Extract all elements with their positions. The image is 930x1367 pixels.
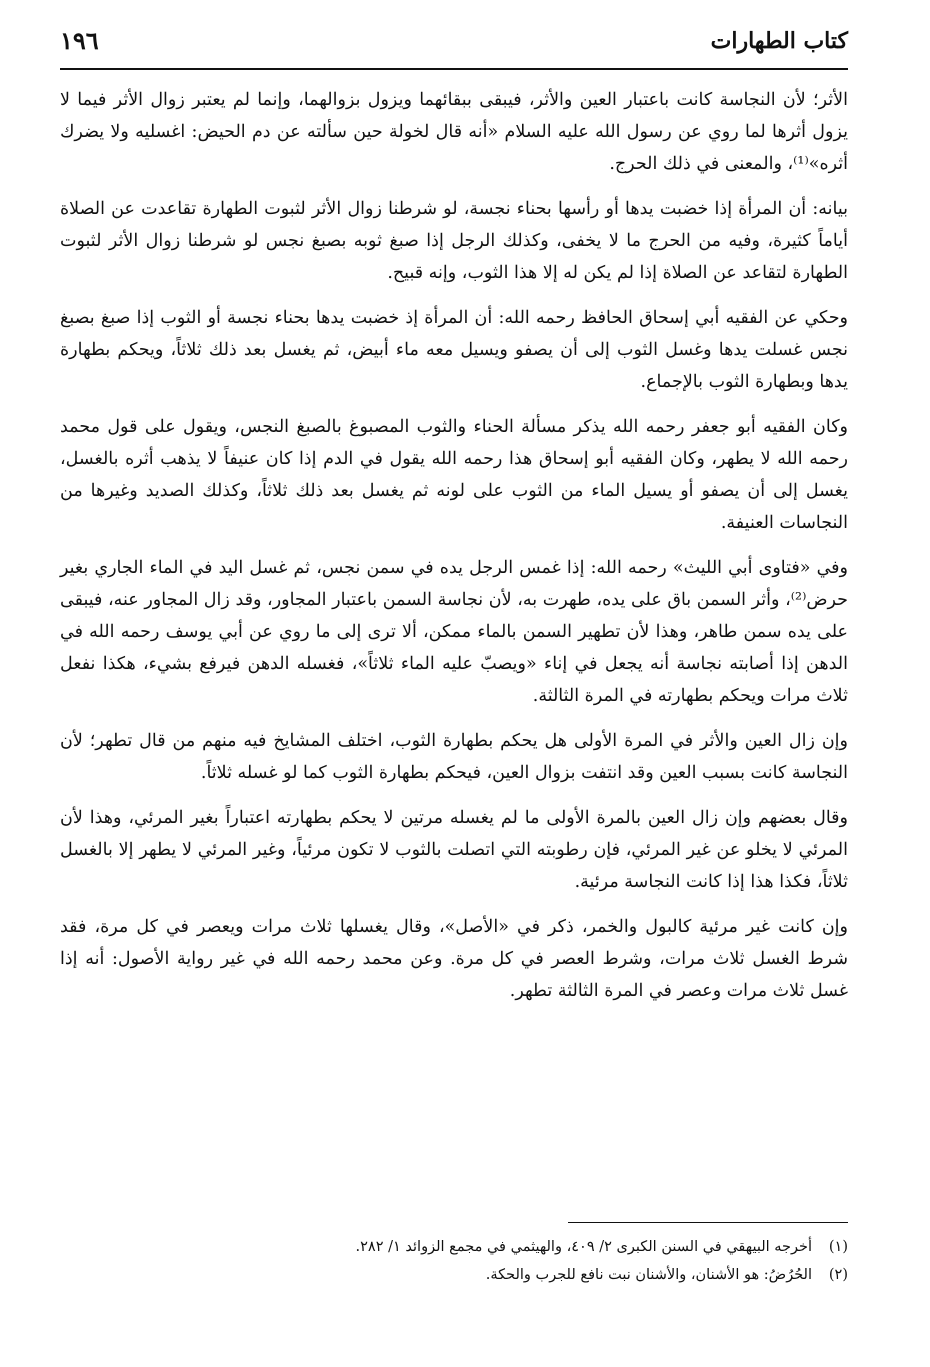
footnote-number: (٢) [828,1267,848,1283]
paragraph: وقال بعضهم وإن زال العين بالمرة الأولى ما لم يغسله مرتين لا يحكم بطهارته اعتباراً بغير المرئي، وهذا لأن المرئي لا يخلو عن غير المرئي، فإن رطوبته التي اتصلت بالثوب لا تكون مرئياً، وغير المرئي لا يطهر إلا بالغسل ثلاثاً، فكذا هذا إذا كانت النجاسة مرئية. [60,808,848,892]
footnote-divider [568,1222,848,1223]
footnote-text: الحُرُضُ: هو الأشنان، والأشنان نبت نافع للجرب والحكة. [485,1267,812,1283]
paragraph: بيانه: أن المرأة إذا خضبت يدها أو رأسها بحناء نجسة، لو شرطنا زوال الأثر لثبوت الطهارة تقاعدت عن الصلاة أياماً كثيرة، وفيه من الحرج ما لا يخفى، وكذلك الرجل إذا صبغ ثوبه بصبغ نجس لو شرطنا زوال الأثر لثبوت الطهارة لتقاعد عن الصلاة إذا لم يكن له إلا هذا الثوب، وإنه قبيح. [60,199,848,283]
footnote-number: (١) [828,1239,848,1255]
paragraph: وكان الفقيه أبو جعفر رحمه الله يذكر مسألة الحناء والثوب المصبوغ بالصبغ النجس، ويقول على قول محمد رحمه الله لا يطهر، وكان الفقيه أبو إسحاق هذا رحمه الله يقول في الدم إذا كان عنيفاً لا يذهب أثره بالغسل، يغسل إلى أن يصفو أو يسيل الماء من الثوب على لونه ثم يغسل بعد ذلك ثلاثاً، وكذلك الصديد وغيرها من النجاسات العنيفة. [60,417,848,533]
footnote [60,1233,848,1261]
footnote [60,1261,848,1289]
page-number: ١٩٦ [60,26,99,55]
paragraph: وإن زال العين والأثر في المرة الأولى هل يحكم بطهارة الثوب، اختلف المشايخ فيه منهم من قال تطهر؛ لأن النجاسة كانت بسبب العين وقد انتفت بزوال العين، فيحكم بطهارة الثوب كما لو غسله ثلاثاً. [60,731,848,783]
footnotes [60,1222,848,1289]
paragraph: الأثر؛ لأن النجاسة كانت باعتبار العين والأثر، فيبقى ببقائهما ويزول بزوالهما، وإنما لم يعتبر زوال الأثر فيما لا يزول أثرها لما روي عن رسول الله عليه السلام «أنه قال لخولة حين سألته عن دم الحيض: اغسليه ولا يضرك أثره»⁽¹⁾، والمعنى في ذلك الحرج. [60,90,848,174]
footnote-text: أخرجه البيهقي في السنن الكبرى ٢/ ٤٠٩، والهيثمي في مجمع الزوائد ١/ ٢٨٢. [355,1239,812,1255]
chapter-title: كتاب الطهارات [710,28,848,54]
paragraph: وإن كانت غير مرئية كالبول والخمر، ذكر في «الأصل»، وقال يغسلها ثلاث مرات ويعصر في كل مرة، فقد شرط الغسل ثلاث مرات، وشرط العصر في كل مرة. وعن محمد رحمه الله في غير رواية الأصول: أنه إذا غسل ثلاث مرات وعصر في المرة الثالثة تطهر. [60,917,848,1001]
paragraph: وحكي عن الفقيه أبي إسحاق الحافظ رحمه الله: أن المرأة إذ خضبت يدها بحناء نجسة أو الثوب إذا صبغ بصبغ نجس غسلت يدها وغسل الثوب إلى أن يصفو ويسيل معه ماء أبيض، ثم يغسل بعد ذلك ثلاثاً، ويحكم بطهارة يدها وبطهارة الثوب بالإجماع. [60,308,848,392]
main-text [60,84,848,1020]
page-header [60,22,848,70]
paragraph: وفي «فتاوى أبي الليث» رحمه الله: إذا غمس الرجل يده في سمن نجس، ثم غسل اليد في الماء الجاري بغير حرض⁽²⁾، وأثر السمن باق على يده، طهرت به، لأن نجاسة السمن باعتبار المجاور، وقد زال المجاور عنه، فيبقى على يده سمن طاهر، وهذا لأن تطهير السمن بالماء ممكن، ألا ترى إلى ما روي عن أبي يوسف رحمه الله في الدهن إذا أصابته نجاسة أنه يجعل في إناء «ويصبّ عليه الماء ثلاثاً»، فغسله الدهن فيرفع بشيء، هكذا نفعل ثلاث مرات ويحكم بطهارته في المرة الثالثة. [60,558,848,706]
